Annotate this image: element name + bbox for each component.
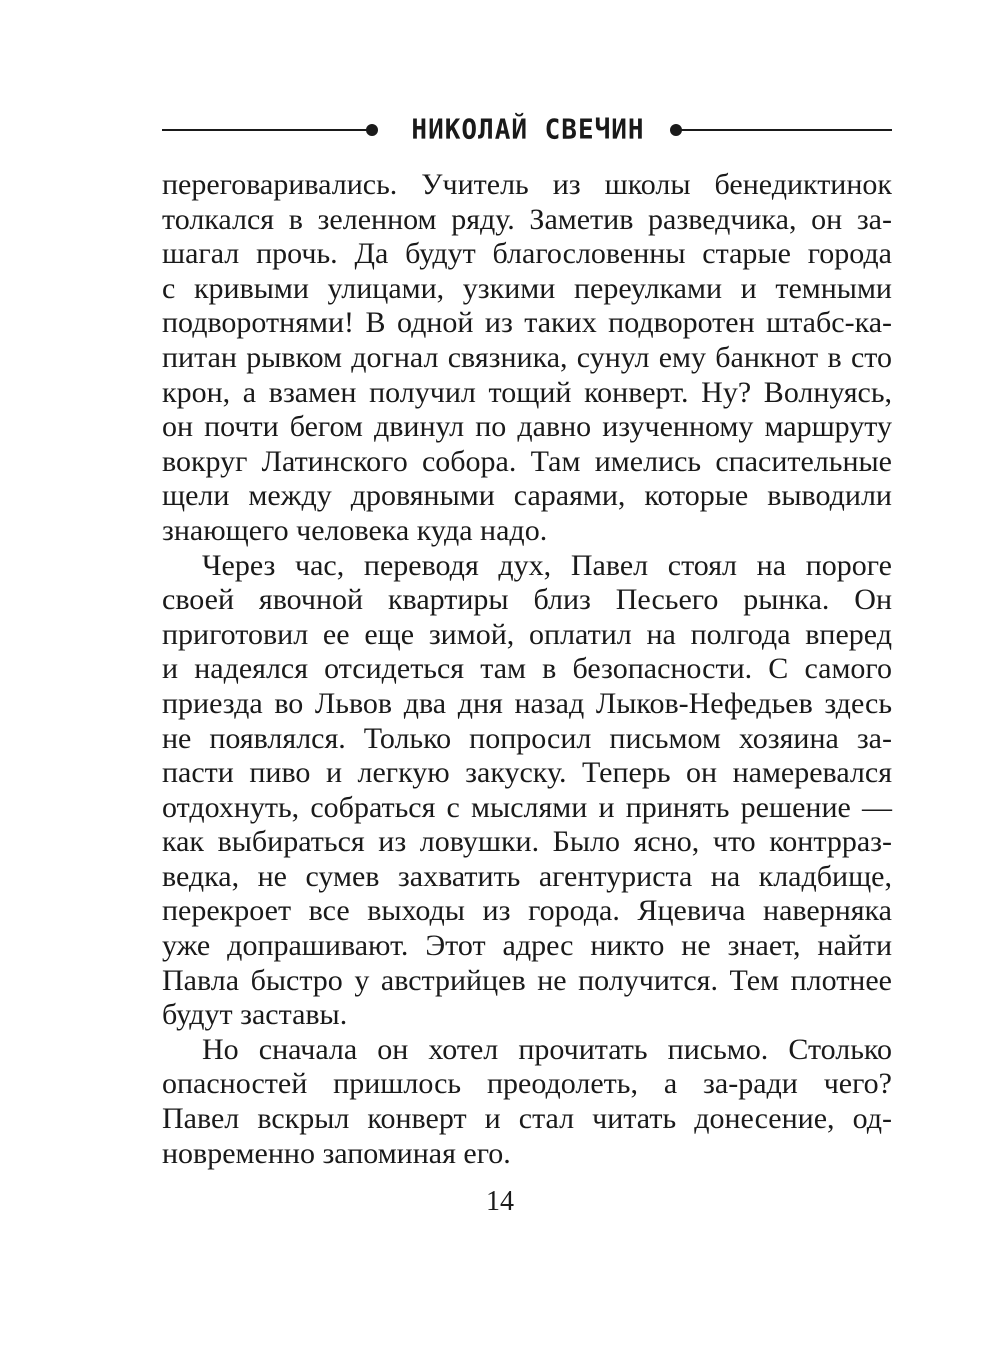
text-line: подворотнями! В одной из таких подворотен штабс-ка- — [162, 306, 892, 340]
text-line: как выбираться из ловушки. Было ясно, что контрраз- — [162, 825, 892, 859]
author-name: НИКОЛАЙ СВЕЧИН — [411, 114, 645, 146]
text-line: с кривыми улицами, узкими переулками и темными — [162, 271, 892, 305]
text-line: перекроет все выходы из города. Яцевича наверняка — [162, 894, 892, 928]
text-line: он почти бегом двинул по давно изученному маршруту — [162, 410, 892, 444]
text-line: вокруг Латинского собора. Там имелись спасительные — [162, 444, 892, 478]
text-line: пасти пиво и легкую закуску. Теперь он намеревался — [162, 756, 892, 790]
paragraph-3 — [162, 1033, 892, 1171]
header-rule-left — [162, 129, 368, 131]
text-line: шагал прочь. Да будут благословенны старые города — [162, 237, 892, 271]
text-line: будут заставы. — [162, 998, 348, 1032]
text-line: Но сначала он хотел прочитать письмо. Столько — [202, 1032, 892, 1066]
text-line: питан рывком догнал связника, сунул ему банкнот в сто — [162, 340, 892, 374]
text-line: новременно запоминая его. — [162, 1136, 511, 1170]
text-line: Через час, переводя дух, Павел стоял на пороге — [202, 548, 892, 582]
text-line: и надеялся отсидеться там в безопасности. С самого — [162, 652, 892, 686]
text-line: отдохнуть, собраться с мыслями и принять решение — — [162, 790, 892, 824]
running-header — [162, 112, 892, 148]
header-rule-right — [676, 129, 892, 131]
text-line: ведка, не сумев захватить агентуриста на кладбище, — [162, 859, 892, 893]
text-line: опасностей пришлось преодолеть, а за-ради чего? — [162, 1067, 892, 1101]
text-line: Павел вскрыл конверт и стал читать донесение, од- — [162, 1102, 892, 1136]
text-line: не появлялся. Только попросил письмом хозяина за- — [162, 721, 892, 755]
text-line: крон, а взамен получил тощий конверт. Ну? Волнуясь, — [162, 375, 892, 409]
text-line: переговаривались. Учитель из школы бенедиктинок — [162, 168, 892, 201]
text-line: щели между дровяными сараями, которые выводили — [162, 479, 892, 513]
body-text — [162, 168, 892, 1171]
text-line: уже допрашивают. Этот адрес никто не знает, найти — [162, 929, 892, 963]
text-line: приготовил ее еще зимой, оплатил на полгода вперед — [162, 617, 892, 651]
page-number: 14 — [486, 1186, 514, 1217]
text-line: знающего человека куда надо. — [162, 513, 548, 547]
text-line: приезда во Львов два дня назад Лыков-Нефедьев здесь — [162, 686, 892, 720]
header-bullet-left — [366, 124, 378, 136]
text-line: своей явочной квартиры близ Песьего рынка. Он — [162, 583, 892, 617]
paragraph-1 — [162, 168, 892, 549]
text-line: толкался в зеленном ряду. Заметив разведчика, он за- — [162, 202, 892, 236]
paragraph-2 — [162, 549, 892, 1033]
text-line: Павла быстро у австрийцев не получится. Тем плотнее — [162, 963, 892, 997]
